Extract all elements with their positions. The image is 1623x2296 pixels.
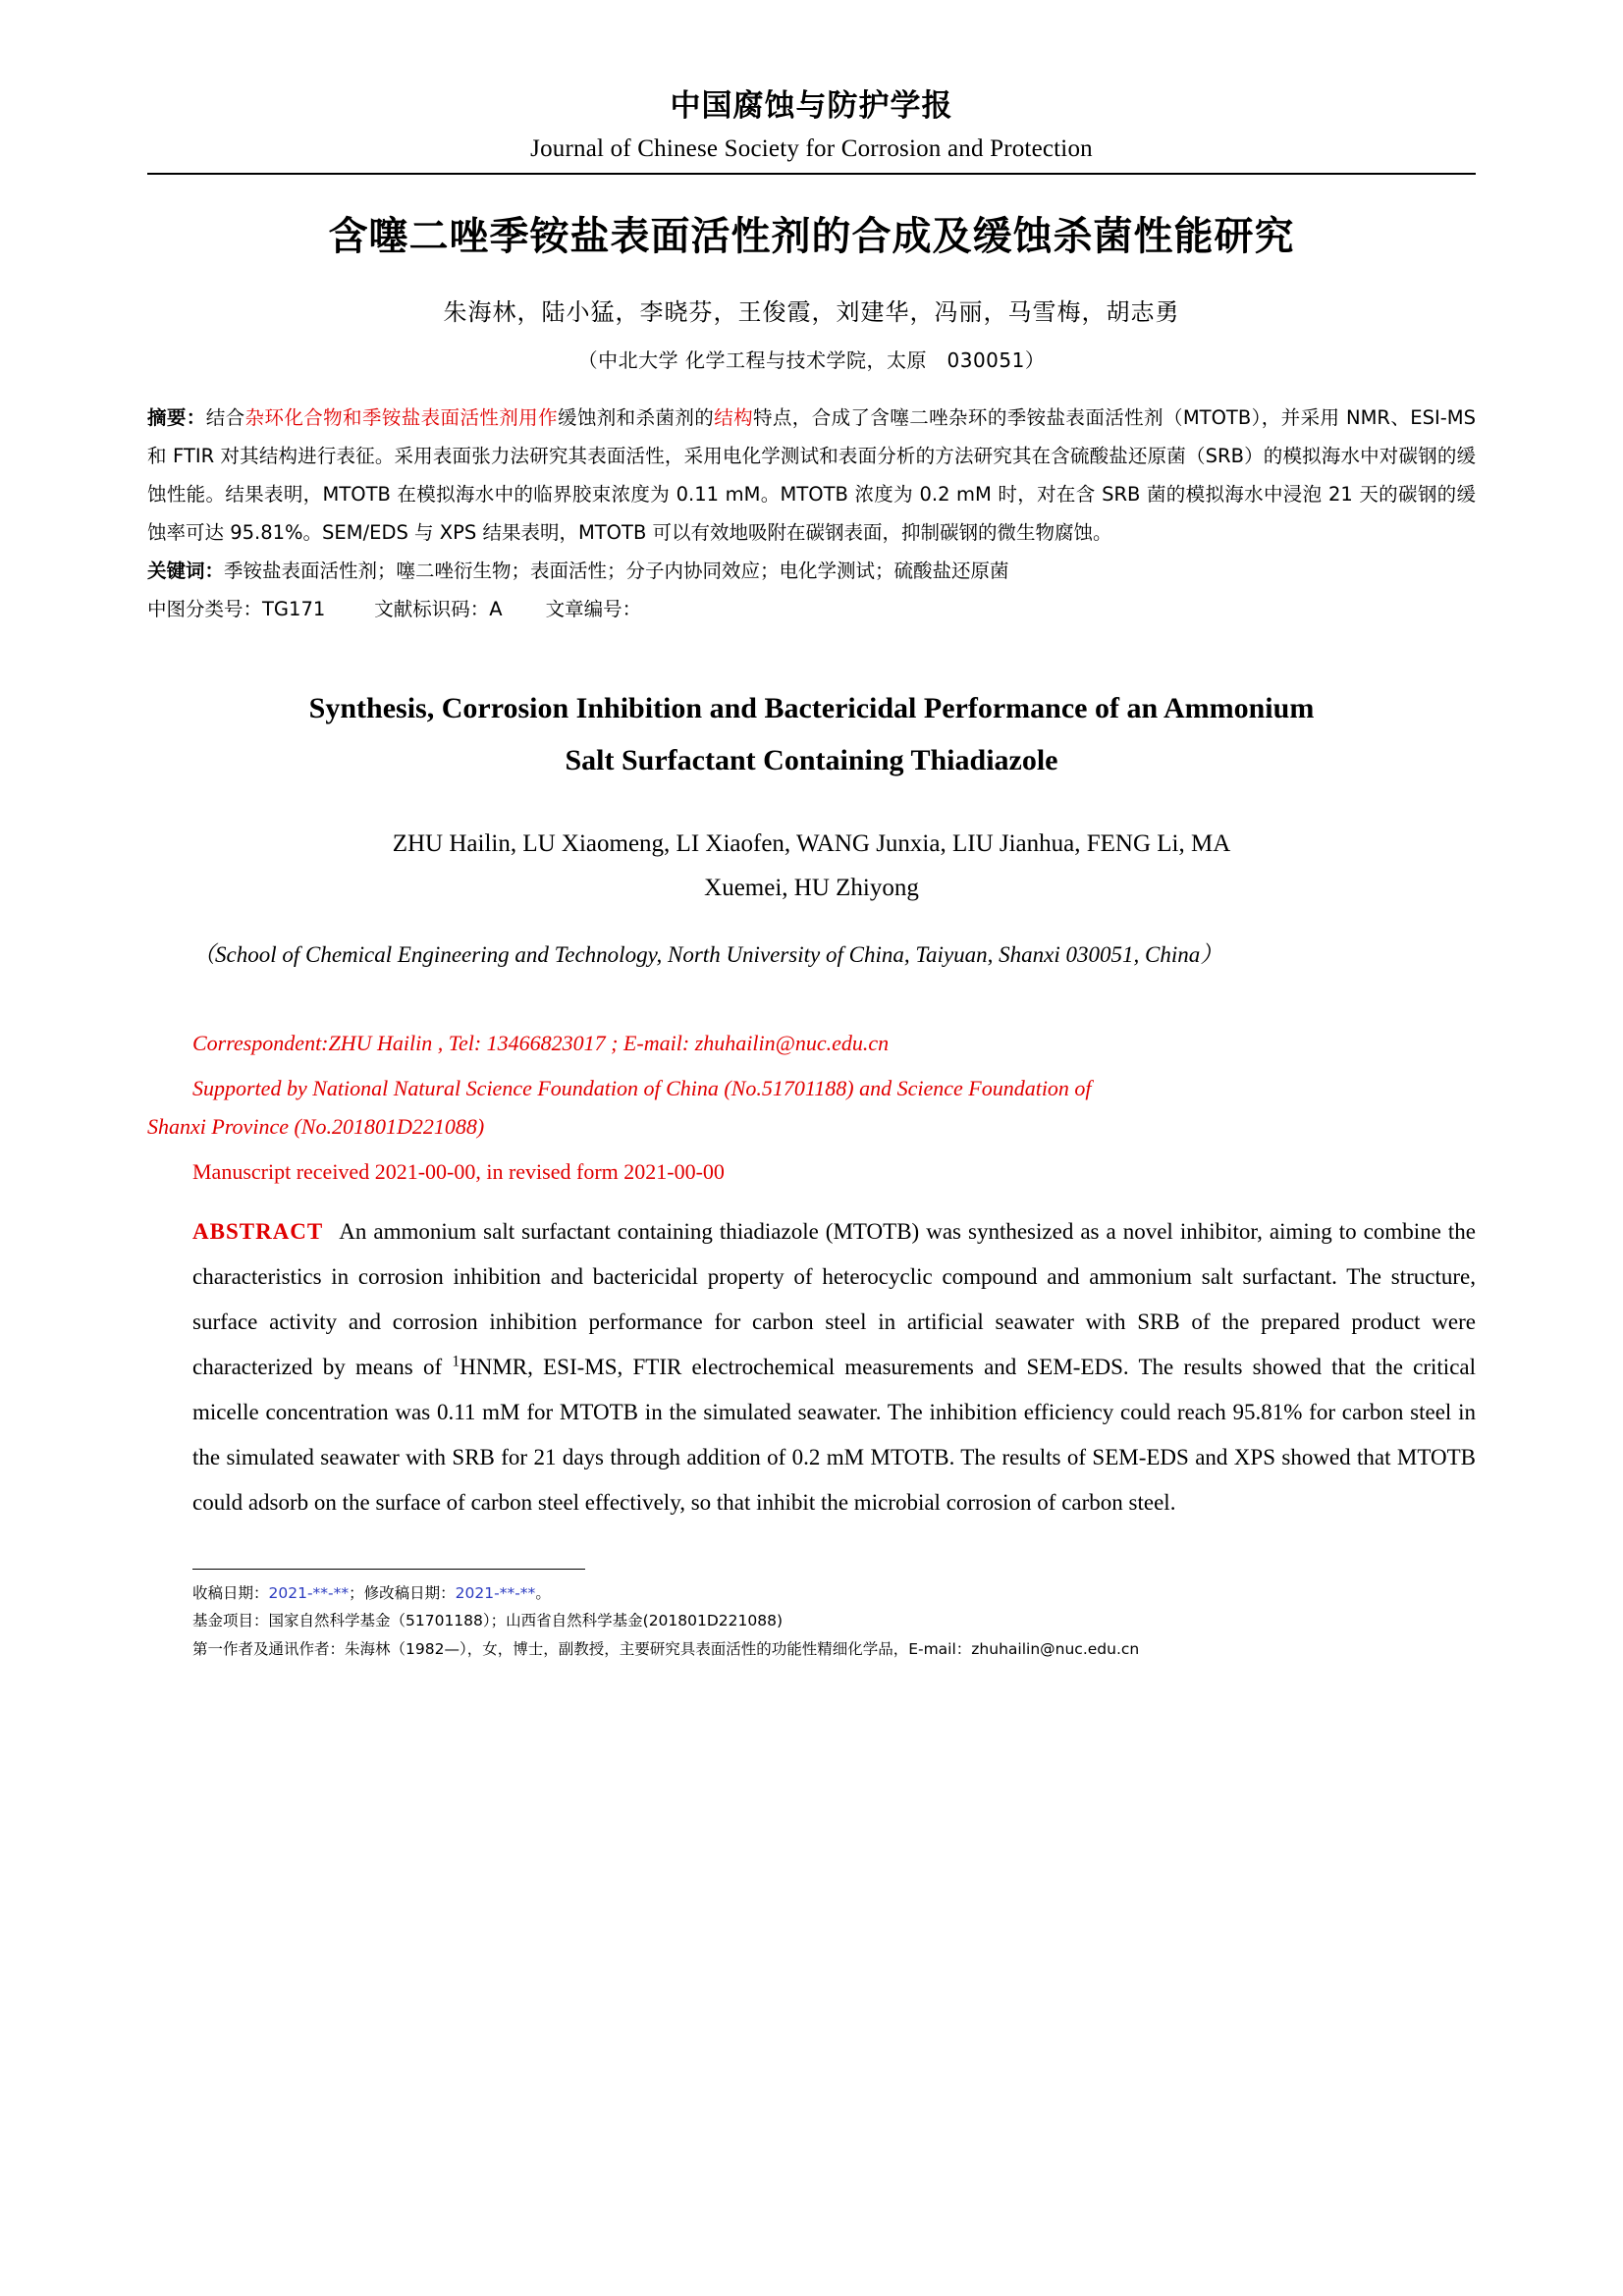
abstract-en-text-1: An ammonium salt surfactant containing thiadiazole (MTOTB) was synthesized as a novel inhibitor, aiming to combine the characteristics in corrosion inhibition and bactericidal property of heterocyclic compound and ammonium salt surfactant. The structure, surface activity and corrosion inhibition performance for carbon steel in artificial seawater with SRB of the prepared product were characterized by means of	[192, 1218, 1476, 1379]
doc-code-label: 文献标识码：	[374, 598, 490, 621]
footnote-funding: 基金项目：国家自然科学基金（51701188）；山西省自然科学基金(201801D221088)	[192, 1612, 784, 1630]
funding-line2: Shanxi Province (No.201801D221088)	[147, 1113, 485, 1139]
footnotes	[147, 1579, 1476, 1664]
correspondent-line: Correspondent:ZHU Hailin , Tel: 13466823017 ; E-mail: zhuhailin@nuc.edu.cn	[192, 1030, 890, 1055]
journal-title-en: Journal of Chinese Society for Corrosion and Protection	[530, 135, 1093, 163]
affiliation-cn: （中北大学 化学工程与技术学院，太原 030051）	[577, 348, 1046, 373]
footnote-divider	[192, 1569, 585, 1570]
header-divider	[147, 173, 1476, 175]
abstract-cn-highlight-1: 杂环化合物和季铵盐表面活性剂用作	[244, 406, 558, 430]
article-id-label: 文章编号：	[545, 598, 642, 621]
affiliation-en: （School of Chemical Engineering and Technology, North University of China, Taiyuan, Shanxi 030051, China）	[192, 942, 1223, 968]
keywords-cn	[147, 552, 1476, 590]
abstract-en	[147, 1209, 1476, 1525]
revised-date-label: ；修改稿日期：	[349, 1583, 456, 1602]
journal-title-cn: 中国腐蚀与防护学报	[670, 88, 953, 124]
keywords-cn-label: 关键词：	[147, 560, 225, 583]
authors-en-line1: ZHU Hailin, LU Xiaomeng, LI Xiaofen, WANG Junxia, LIU Jianhua, FENG Li, MA	[392, 830, 1231, 858]
authors-en-line2: Xuemei, HU Zhiyong	[704, 875, 919, 902]
page-title-cn: 含噻二唑季铵盐表面活性剂的合成及缓蚀杀菌性能研究	[328, 214, 1295, 260]
funding-line1: Supported by National Natural Science Foundation of China (No.51701188) and Science Foundation of	[192, 1076, 1092, 1101]
abstract-en-label: ABSTRACT	[192, 1218, 324, 1244]
clc-label: 中图分类号：	[147, 598, 263, 621]
page-title-en-line2: Salt Surfactant Containing Thiadiazole	[565, 743, 1058, 776]
abstract-en-text-2: HNMR, ESI-MS, FTIR electrochemical measurements and SEM-EDS. The results showed that the critical micelle concentration was 0.11 mM for MTOTB in the simulated seawater. The inhibition efficiency could reach 95.81% for carbon steel in the simulated seawater with SRB for 21 days through addition of 0.2 mM MTOTB. The results of SEM-EDS and XPS showed that MTOTB could adsorb on the surface of carbon steel effectively, so that inhibit the microbial corrosion of carbon steel.	[192, 1354, 1477, 1515]
abstract-cn-text-2: 缓蚀剂和杀菌剂的	[557, 406, 715, 430]
keywords-cn-value: 季铵盐表面活性剂；噻二唑衍生物；表面活性；分子内协同效应；电化学测试；硫酸盐还原菌	[224, 560, 1009, 583]
received-line: Manuscript received 2021-00-00, in revised form 2021-00-00	[192, 1159, 725, 1185]
abstract-cn	[147, 399, 1476, 552]
abstract-cn-label: 摘要：	[147, 406, 206, 430]
authors-en	[147, 822, 1476, 910]
abstract-en-superscript: 1	[452, 1352, 460, 1369]
clc-value: TG171	[262, 598, 326, 621]
revised-date-value: 2021-**-**	[455, 1583, 536, 1602]
masthead	[147, 86, 1476, 163]
footnote-dates	[192, 1579, 1476, 1608]
funding-line	[147, 1070, 1476, 1146]
authors-cn: 朱海林，陆小猛，李晓芬，王俊霞，刘建华，冯丽，马雪梅，胡志勇	[443, 298, 1180, 327]
abstract-cn-highlight-2: 结构	[714, 406, 753, 430]
doc-code-value: A	[489, 598, 503, 621]
footnote-dates-end: 。	[535, 1583, 551, 1602]
received-date-label: 收稿日期：	[192, 1583, 269, 1602]
classification-line	[147, 590, 1476, 628]
received-date-value: 2021-**-**	[268, 1583, 350, 1602]
footnote-author-bio: 第一作者及通讯作者：朱海林（1982—），女，博士，副教授，主要研究具表面活性的功能性精细化学品，E-mail：zhuhailin@nuc.edu.cn	[192, 1639, 1140, 1658]
abstract-cn-text-3: 特点，合成了含噻二唑杂环的季铵盐表面活性剂（MTOTB），并采用 NMR、ESI-MS 和 FTIR 对其结构进行表征。采用表面张力法研究其表面活性，采用电化学测试和表面分析的方法研究其在含硫酸盐还原菌（SRB）的模拟海水中对碳钢的缓蚀性能。结果表明，MTOTB 在模拟海水中的临界胶束浓度为 0.11 mM。MTOTB 浓度为 0.2 mM 时，对在含 SRB 菌的模拟海水中浸泡 21 天的碳钢的缓蚀率可达 95.81%。SEM/EDS 与 XPS 结果表明，MTOTB 可以有效地吸附在碳钢表面，抑制碳钢的微生物腐蚀。	[147, 406, 1476, 545]
page-title-en-line1: Synthesis, Corrosion Inhibition and Bactericidal Performance of an Ammonium	[308, 692, 1315, 725]
page-title-en	[147, 683, 1476, 786]
abstract-cn-text-1: 结合	[205, 406, 245, 430]
